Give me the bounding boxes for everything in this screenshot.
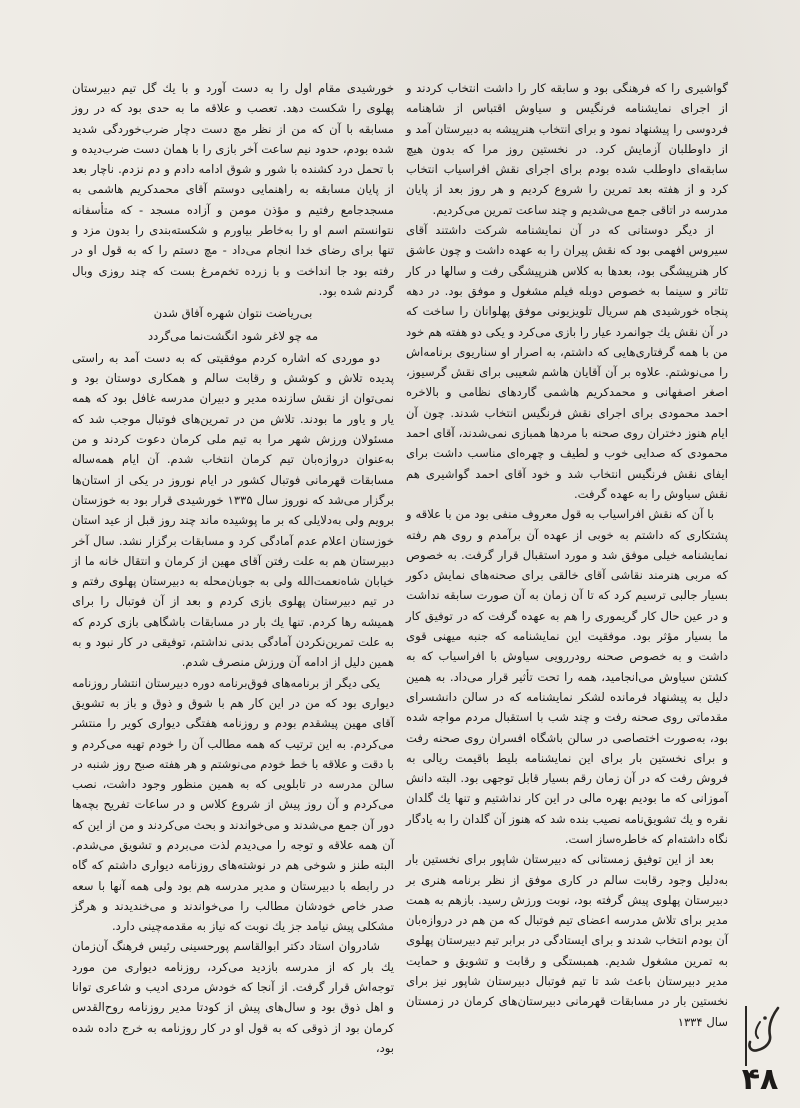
paragraph: بعد از این توفیق زمستانی که دبیرستان شاپور برای نخستین بار به‌دلیل وجود رقابت سالم در کاری موفق از نظر برنامه هنری بر دبیرستان پهلوی پیش گرفته بود، نوبت ورزش رسید. بازهم به همت مدیر برای تلاش مدرسه اعضای تیم فوتبال که من هم در دروازه‌بان آن بودم انتخاب شدند و برای ایستادگی در برابر تیم دبیرستان پهلوی به تمرین مشغول شدیم. همبستگی و رقابت و تشویق و حمایت مدیر دبیرستان باعث شد تا تیم فوتبال دبیرستان شاپور نیز برای نخستین بار در مسابقات قهرمانی دبیرستان‌های کرمان در زمستان سال ۱۳۳۴ [406,852,728,1029]
page-number: ۴۸ [741,1062,779,1097]
right-text-column [406,78,728,1029]
paragraph: با آن که نقش افراسیاب به قول معروف منفی بود من با علاقه و پشتکاری که داشتم به خوبی از عهده آن برآمدم و روی هم رفته نمایشنامه خیلی موفق شد و مورد استقبال قرار گرفت. به خصوص که مربی هنرمند نقاشی آقای خالقی برای صحنه‌های نمایش دکور بسیار جالبی ترسیم کرد که تا آن زمان به آن صورت سابقه نداشت و در عین حال کار گریموری را هم به عهده گرفت که در توفیق کار ما بسیار مؤثر بود. موفقیت این نمایشنامه که جنبه میهنی قوی داشت و به خصوص صحنه رودررویی سیاوش با افراسیاب که به کشتن سیاوش می‌انجامید، همه را تحت تأثیر قرار می‌داد. به همین دلیل به پیشنهاد فرمانده لشکر نمایشنامه که در سالن دانشسرای مقدماتی روی صحنه رفت و چند شب با استقبال مردم مواجه شده بود، به‌صورت اختصاصی در سالن باشگاه افسران روی صحنه رفت و برای نخستین بار برای این نمایشنامه بلیط باقیمت ریالی به فروش رفت که در آن زمان رقم بسیار قابل توجهی بود. البته دانش آموزانی که ما بودیم بهره مالی در این کار نداشتیم و تنها یك گلدان نقره و یك تشویق‌نامه نصیب بنده شد که هنوز آن گلدان را به یادگار نگاه داشته‌ام که خاطره‌ساز است. [406,507,728,846]
paragraph: دو موردی که اشاره کردم موفقیتی که به دست آمد به راستی پدیده تلاش و کوشش و رقابت سالم و همکاری دوستان بود و نمی‌توان از نقش سازنده مدیر و دبیران مدرسه غافل بود که همه یار و یاور ما بودند. تلاش من در تمرین‌های فوتبال موجب شد که مسئولان ورزش شهر مرا به تیم ملی کرمان دعوت کردند و من به‌عنوان دروازه‌بان تیم کرمان انتخاب شدم. آن ایام همه‌ساله مسابقات قهرمانی فوتبال کشور در ایام نوروز در یکی از استان‌ها برگزار می‌شد که نوروز سال ۱۳۳۵ خورشیدی قرار بود به خوزستان برویم ولی به‌دلایلی که بر ما پوشیده ماند چند روز قبل از عید استان خوزستان اعلام عدم آمادگی کرد و مسابقات برگزار نشد. سال آخر دبیرستان هم به علت رفتن آقای مهین از کرمان و انتقال خانه ما از خیابان شاه‌نعمت‌الله ولی به جوبان‌محله به دبیرستان پهلوی رفتم و در تیم دبیرستان پهلوی بازی کردم و بعد از آن فوتبال را برای همیشه رها کردم. تنها یك بار در مسابقات باشگاهی بازی کردم که به علت تمرین‌نکردن آمادگی بدنی نداشتم، توفیقی در کار نبود و به همین دلیل از ادامه آن ورزش منصرف شدم. [72,350,394,670]
paragraph: گواشیری را که فرهنگی بود و سابقه کار را داشت انتخاب کردند و از اجرای نمایشنامه فرنگیس و سیاوش اقتباس از شاهنامه فردوسی را پیشنهاد نمود و برای انتخاب هنرپیشه به دبیرستان آمد و از داوطلبان آزمایش کرد. در نخستین روز مرا که بدون هیچ سابقه‌ای داوطلب شده بودم برای اجرای نقش افراسیاب انتخاب کرد و از هفته بعد تمرین را شروع کردیم و هر روز بعد از پایان مدرسه در اتاقی جمع می‌شدیم و چند ساعت تمرین می‌کردیم. [406,81,728,217]
poem-line: مه چو لاغر شود انگشت‌نما می‌گردد [147,328,319,343]
paragraph: شادروان استاد دکتر ابوالقاسم پورحسینی رئیس فرهنگ آن‌زمان یك بار که از مدرسه بازدید می‌کرد، روزنامه دیواری من مورد توجه‌اش قرار گرفت. از آنجا که خودش مردی ادیب و شاعری توانا و اهل ذوق بود و سال‌های پیش از کودتا مدیر روزنامه روح‌القدس کرمان بود از ذوقی که به قول او در کار روزنامه به خرج داده شده بود، [72,939,394,1055]
left-text-column [72,78,394,1055]
paragraph: از دیگر دوستانی که در آن نمایشنامه شرکت داشتند آقای سیروس افهمی بود که نقش پیران را به عهده داشت و چون عاشق کار هنرپیشگی بود، بعدها به کلاس هنرپیشگی رفت و سالها در کار تئاتر و سینما به خصوص دوبله فیلم مشغول و موفق بود. در دهه پنجاه خورشیدی هم سریال تلویزیونی موفق پهلوانان را ساخت که در آن نقش یك جوانمرد عیار را بازی می‌کرد و یکی دو هفته هم خود من با همه گرفتاری‌هایی که داشتم، به اصرار او سناریوی برنامه‌اش را می‌نوشتم. علاوه بر آن آقایان هاشم شعیبی برای نقش گرسیوز، اصغر اصفهانی و محمدکریم هاشمی گاردهای نظامی و بالاخره احمد محمودی برای اجرای نقش فرنگیس انتخاب شدند. چون آن ایام هنوز دختران روی صحنه با مردها همبازی نمی‌شدند، آقای احمد محمودی که صدایی خوب و لطیف و چهره‌ای مناسب داشت برای ایفای نقش فرنگیس انتخاب شد و خود آقای احمد گواشیری هم نقش سیاوش را به عهده گرفت. [406,223,728,501]
paragraph: خورشیدی مقام اول را به دست آورد و با یك گل تیم دبیرستان پهلوی را شکست دهد. تعصب و علاقه ما به حدی بود که در روز مسابقه با آن که من از نظر مچ دست دچار ضرب‌خوردگی شدید شده بودم، حدود نیم ساعت آخر بازی را با همان دست ضرب‌دیده و با تحمل درد کشنده با شور و شوق ادامه دادم و دم نزدم. ناچار بعد از پایان مسابقه به راهنمایی دوستم آقای محمدکریم هاشمی به مسجدجامع رفتیم و مؤذن مومن و آزاده مسجد - که متأسفانه نتوانستم اسم او را به‌خاطر بیاورم و شکسته‌بندی را بدون مزد و تنها برای رضای خدا انجام می‌داد - مچ دستم را که به قول او در رفته بود جا انداخت و با زرده تخم‌مرغ بست که چند روزی وبال گردنم شده بود. [72,81,394,298]
poem-line: بی‌ریاضت نتوان شهره آفاق شدن [153,306,313,321]
paragraph: یکی دیگر از برنامه‌های فوق‌برنامه دوره دبیرستان انتشار روزنامه دیواری بود که من در این کار هم با شوق و ذوق و باز به تشویق آقای مهین پیشقدم بودم و روزنامه هفتگی دیواری کویر را منتشر می‌کردم. به این ترتیب که همه مطالب آن را خودم تهیه می‌کردم و با دقت و علاقه با خط خودم می‌نوشتم و هر هفته صبح روز شنبه در سالن مدرسه در تابلویی که به همین منظور وجود داشت، نصب می‌کردم و آن روز پیش از شروع کلاس و در ساعات تفریح بچه‌ها دور آن جمع می‌شدند و می‌خواندند و بحث می‌کردند و من از این که آن همه علاقه و توجه را می‌دیدم لذت می‌بردم و تشویق می‌شدم. البته طنز و شوخی هم در نوشته‌های روزنامه دیواری داشتم که گاه در رابطه با دبیرستان و مدیر مدرسه هم بود ولی همه آنها با سعه صدر خاص خودشان مطالب را می‌خواندند و می‌خندیدند و هرگز مشکلی پیش نیامد جز یك نوبت که نیاز به مقدمه‌چینی دارد. [72,675,394,934]
